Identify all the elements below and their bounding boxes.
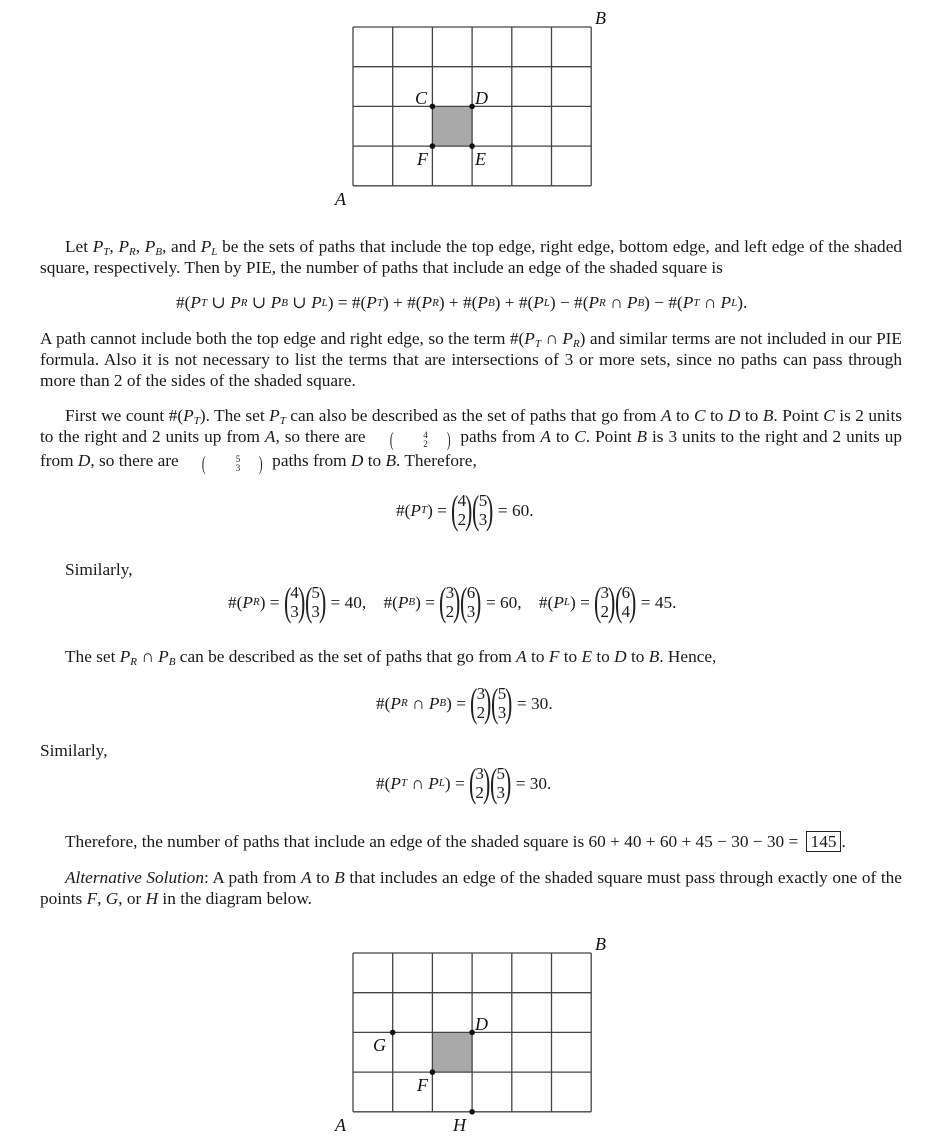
boxed-answer: 145 [806, 831, 842, 852]
math-var: P [92, 237, 104, 256]
text: , [109, 237, 119, 256]
label-b: B [595, 8, 606, 28]
paragraph-pie-explanation: A path cannot include both the top edge and right edge, so the term $\#(P_T$ ∩ $P_R$) and similar terms are not included in our PIE formula. Also it is not necessary to list the terms that are intersections of 3 or more sets, since no paths can pass through more than 2 of the sides of the shaded square. [40, 329, 902, 390]
label-a: A [335, 1115, 346, 1135]
paragraph-final-answer: Therefore, the number of paths that include an edge of the shaded square is 60 + 40 + 60 + 45 − 30 − 30 = 145 . [65, 832, 846, 851]
label-b: B [595, 934, 606, 954]
text: , [135, 237, 145, 256]
shaded-square [432, 106, 472, 146]
label-d: D [475, 1014, 488, 1034]
binom-4-2: ( 4 2 ) [451, 487, 473, 532]
equation-pr-cap-pb: #( P R ∩ P B ) = ( 3 2 ) ( 5 3 ) = 30. [376, 680, 553, 725]
math-var: P [144, 237, 156, 256]
subscript: R [129, 246, 136, 258]
label-f: F [417, 1075, 428, 1095]
label-c: C [415, 88, 428, 108]
text: , and [162, 237, 201, 256]
similarly-label-1: Similarly, [65, 560, 133, 579]
equation-pt: #( P T ) = ( 4 2 ) ( 5 3 ) = 60. [396, 487, 534, 532]
text: A path cannot include both the top edge and right edge, so the term #( [40, 329, 525, 348]
math-var: P [118, 237, 129, 256]
label-e: E [475, 149, 486, 169]
label-a: A [335, 189, 346, 209]
point-c [430, 104, 436, 110]
point-f [430, 1069, 436, 1075]
binom-5-3: ( 5 3 ) [201, 453, 263, 475]
label-d: D [475, 88, 488, 108]
paragraph-set-definitions [40, 236, 902, 278]
text: be the sets of paths that include the top edge, right edge, bottom edge, and left edge of the shaded square, respectively. Then by PIE, the number of paths that include an edge of the shaded square is [40, 237, 903, 277]
equation-pt-cap-pl: #( P T ∩ P L ) = ( 3 2 ) ( 5 3 ) = 30. [376, 760, 552, 805]
binom-4-2: ( 4 2 ) [389, 429, 451, 451]
point-f [430, 143, 436, 149]
grid-diagram-top [325, 0, 625, 215]
subscript: L [211, 246, 218, 258]
paragraph-alternative-solution: Alternative Solution: A path from A to B that includes an edge of the shaded square must pass through exactly one of the points F, G, or H in the diagram below. [40, 868, 902, 908]
similarly-label-2: Similarly, [40, 741, 108, 760]
binom-5-3: ( 5 3 ) [472, 487, 494, 532]
grid-diagram-bottom [325, 926, 625, 1146]
point-g [390, 1030, 396, 1036]
point-h [469, 1109, 475, 1115]
label-g: G [373, 1035, 386, 1055]
subscript: B [155, 246, 163, 258]
subscript: T [103, 246, 110, 258]
equation-pie: #( P T ∪ P R ∪ P B ∪ P L ) = #( P T ) + #( P R ) + #( P B ) + #( P L ) − #( P R ∩ P B ) − #( P T ∩ P L ). [176, 293, 748, 312]
shaded-square [432, 1032, 472, 1072]
text: ) and similar terms are not included in our PIE formula. Also it is not necessary to list the terms that are intersections of 3 or more sets, since no paths can pass through more than 2 of the sides of the shaded square. [40, 329, 902, 390]
text: Let [65, 237, 93, 256]
paragraph-pr-cap-pb: The set $P_R$ ∩ $P_B$ can be described as the set of paths that go from A to F to E to D to B. Hence, [65, 647, 717, 668]
label-h: H [453, 1115, 466, 1135]
grid-lines [353, 27, 591, 186]
paragraph-count-pt: First we count $\#(P_T)$. The set $P_T$ can also be described as the set of paths that go from A to C to D to B. Point C is 2 units to the right and 2 units up from A, so there are ( 4 2 ) paths from A to C. Point B is 3 units to the right and 2 units up from D, so there are ( 5 3 ) paths from D to B. Therefore, [40, 406, 902, 475]
equation-pr-pb-pl: #( P R ) = ( 4 3 ) ( 5 3 ) = 40, #( P B ) = ( 3 2 ) ( 6 3 ) = 60, #( P L ) = ( 3 2 ) ( 6 4 ) = 45. [228, 579, 677, 624]
math-var: P [200, 237, 212, 256]
grid-lines [353, 953, 591, 1115]
alternative-solution-label: Alternative Solution [65, 868, 204, 887]
label-f: F [417, 149, 428, 169]
